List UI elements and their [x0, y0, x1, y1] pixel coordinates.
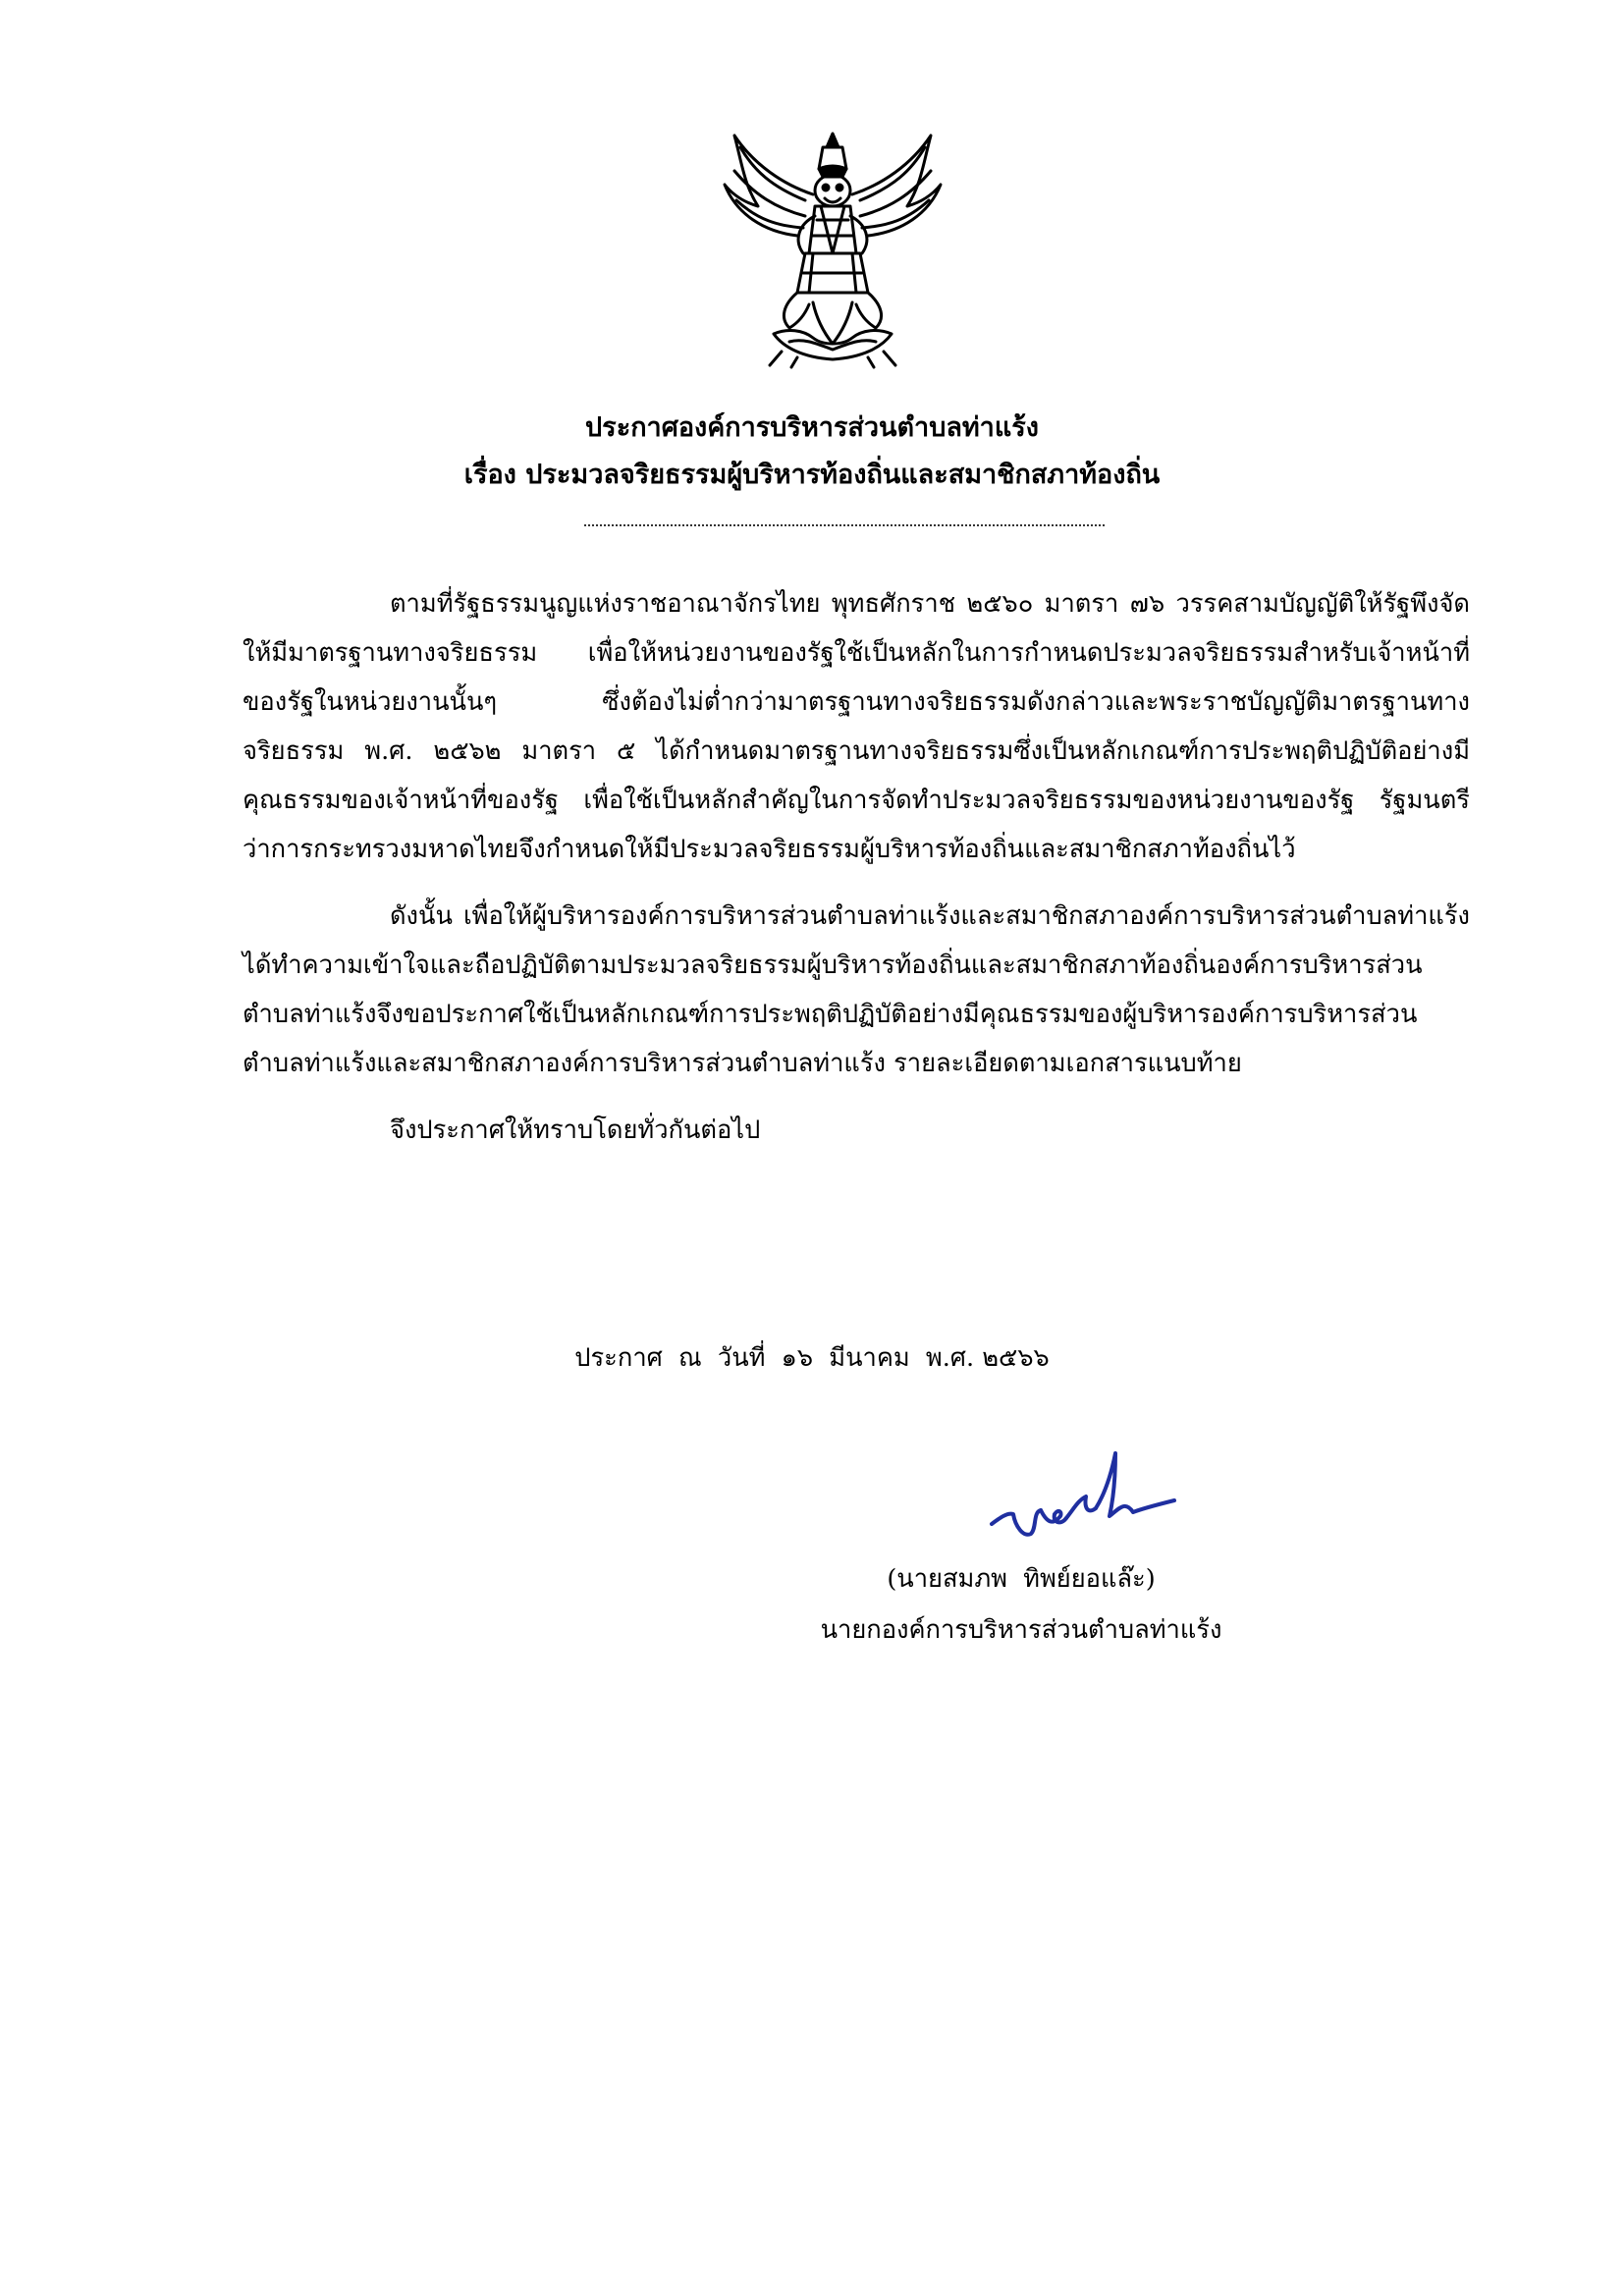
- announcement-title: ประกาศองค์การบริหารส่วนตำบลท่าแร้ง: [585, 412, 1039, 443]
- garuda-emblem-icon: [715, 126, 950, 371]
- body-paragraph-1: ตามที่รัฐธรรมนูญแห่งราชอาณาจักรไทย พุทธศักราช ๒๕๖๐ มาตรา ๗๖ วรรคสามบัญญัติให้รัฐพึงจัดให้มีมาตรฐานทางจริยธรรม เพื่อให้หน่วยงานของรัฐใช้เป็นหลักในการกำหนดประมวลจริยธรรมสำหรับเจ้าหน้าที่ของรัฐในหน่วยงานนั้นๆ ซึ่งต้องไม่ต่ำกว่ามาตรฐานทางจริยธรรมดังกล่าวและพระราชบัญญัติมาตรฐานทางจริยธรรม พ.ศ. ๒๕๖๒ มาตรา ๕ ได้กำหนดมาตรฐานทางจริยธรรมซึ่งเป็นหลักเกณฑ์การประพฤติปฏิบัติอย่างมีคุณธรรมของเจ้าหน้าที่ของรัฐ เพื่อใช้เป็นหลักสำคัญในการจัดทำประมวลจริยธรรมของหน่วยงานของรัฐ รัฐมนตรีว่าการกระทรวงมหาดไทยจึงกำหนดให้มีประมวลจริยธรรมผู้บริหารท้องถิ่นและสมาชิกสภาท้องถิ่นไว้: [243, 589, 1470, 864]
- signer-name: (นายสมภพ ทิพย์ยอแล๊ะ): [887, 1564, 1156, 1594]
- announcement-date: ประกาศ ณ วันที่ ๑๖ มีนาคม พ.ศ. ๒๕๖๖: [574, 1343, 1050, 1373]
- closing-statement: จึงประกาศให้ทราบโดยทั่วกันต่อไป: [390, 1115, 761, 1145]
- document-header: [0, 405, 1624, 499]
- announcement-subject: เรื่อง ประมวลจริยธรรมผู้บริหารท้องถิ่นและสมาชิกสภาท้องถิ่น: [463, 460, 1161, 490]
- document-body: [243, 579, 1470, 1180]
- handwritten-signature: [972, 1443, 1208, 1551]
- body-paragraph-2: ดังนั้น เพื่อให้ผู้บริหารองค์การบริหารส่วนตำบลท่าแร้งและสมาชิกสภาองค์การบริหารส่วนตำบลท่าแร้ง ได้ทำความเข้าใจและถือปฏิบัติตามประมวลจริยธรรมผู้บริหารท้องถิ่นและสมาชิกสภาท้องถิ่นองค์การบริหารส่วนตำบลท่าแร้งจึงขอประกาศใช้เป็นหลักเกณฑ์การประพฤติปฏิบัติอย่างมีคุณธรรมของผู้บริหารองค์การบริหารส่วนตำบลท่าแร้งและสมาชิกสภาองค์การบริหารส่วนตำบลท่าแร้ง รายละเอียดตามเอกสารแนบท้าย: [243, 901, 1470, 1078]
- signer-position: นายกองค์การบริหารส่วนตำบลท่าแร้ง: [820, 1615, 1222, 1645]
- header-divider: [584, 524, 1105, 526]
